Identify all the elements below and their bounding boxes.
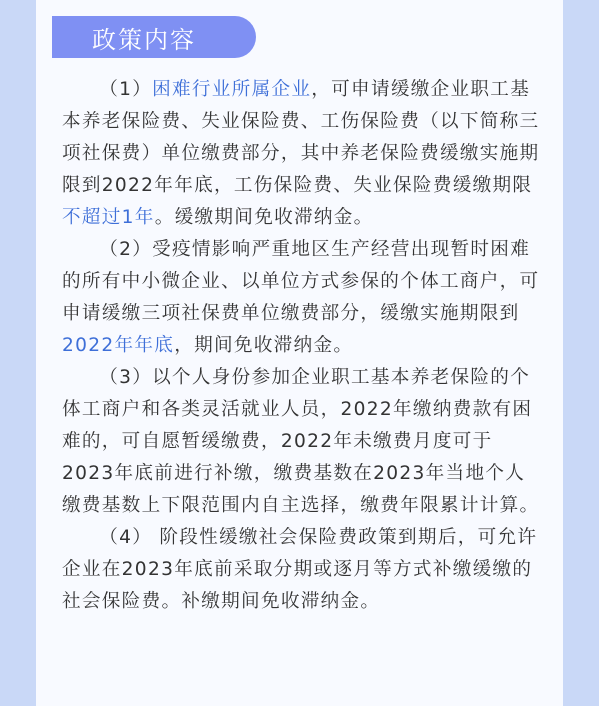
paragraph-2-highlight: 2022年年底 [62,335,175,356]
policy-paragraph-1 [62,74,542,234]
paragraph-1-highlight-2: 不超过1年 [62,207,155,228]
paragraph-2-suffix: ，期间免收滞纳金。 [174,335,354,356]
paragraph-1-prefix: （1） [99,79,153,100]
paragraph-1-suffix: 。缓缴期间免收滞纳金。 [154,207,374,228]
policy-content [62,74,542,618]
paragraph-1-highlight: 困难行业所属企业 [152,79,312,100]
paragraph-2-body: （2）受疫情影响严重地区生产经营出现暂时困难的所有中小微企业、以单位方式参保的个体工商户，可申请缓缴三项社保费单位缴费部分，缓缴实施期限到 [62,239,540,324]
paragraph-3-body: （3）以个人身份参加企业职工基本养老保险的个体工商户和各类灵活就业人员，2022年缴纳费款有困难的，可自愿暂缓缴费，2022年未缴费月度可于2023年底前进行补缴，缴费基数在2023年当地个人缴费基数上下限范围内自主选择，缴费年限累计计算。 [62,367,540,516]
section-title-pill [52,16,256,58]
policy-paragraph-2 [62,234,542,362]
paragraph-4-body: （4） 阶段性缓缴社会保险费政策到期后，可允许企业在2023年底前采取分期或逐月等方式补缴缓缴的社会保险费。补缴期间免收滞纳金。 [62,527,538,612]
paragraph-1-body: ，可申请缓缴企业职工基本养老保险费、失业保险费、工伤保险费（以下简称三项社保费）单位缴费部分，其中养老保险费缓缴实施期限到2022年年底，工伤保险费、失业保险费缓缴期限 [62,79,540,196]
section-title: 政策内容 [92,25,196,54]
policy-paragraph-4 [62,522,542,618]
policy-paragraph-3 [62,362,542,522]
policy-card [36,0,563,706]
